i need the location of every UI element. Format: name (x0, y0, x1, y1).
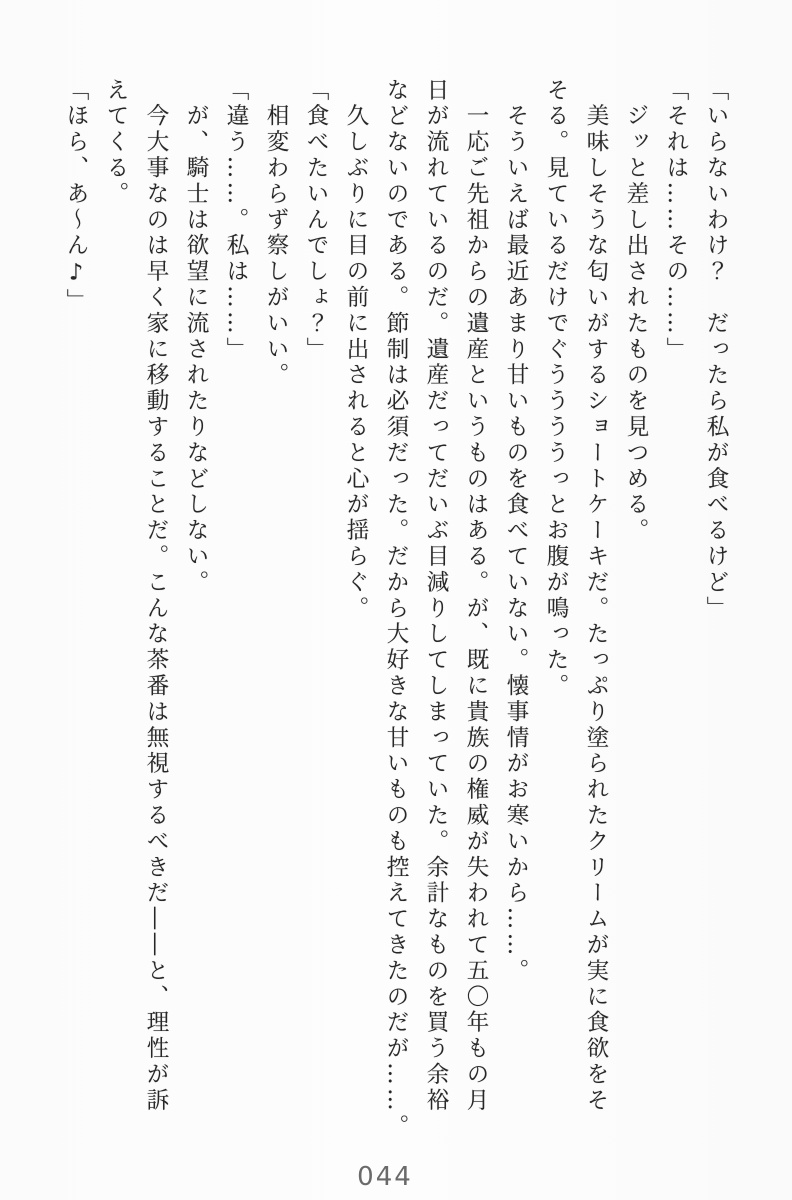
text-line: 今大事なのは早く家に移動することだ。こんな茶番は無視するべきだ――と、理性が訴 (143, 78, 169, 1114)
text-line: 「違う……。私は……」 (223, 78, 249, 363)
text-line: などないのである。節制は必須だった。だから大好きな甘いものも控えてきたのだが……。 (383, 78, 409, 1140)
text-line: 一応ご先祖からの遺産というものはある。が、既に貴族の権威が失われて五〇年もの月 (463, 78, 489, 1114)
text-line: 相変わらず察しがいい。 (263, 78, 289, 389)
text-line: が、騎士は欲望に流されたりなどしない。 (183, 78, 209, 596)
text-line: 久しぶりに目の前に出されると心が揺らぐ。 (343, 78, 369, 622)
text-line: 「食べたいんでしょ？」 (303, 78, 329, 363)
text-line: そういえば最近あまり甘いものを食べていない。懐事情がお寒いから……。 (503, 78, 529, 985)
text-line: ジッと差し出されたものを見つめる。 (623, 78, 649, 545)
page-text (56, 78, 736, 1140)
text-line: 日が流れているのだ。遺産だってだいぶ目減りしてしまっていた。余計なものを買う余裕 (423, 78, 449, 1114)
text-line: 「ほら、あ〜ん♪」 (63, 78, 89, 315)
text-line: えてくる。 (103, 78, 129, 208)
text-line: 「いらないわけ？ だったら私が食べるけど」 (703, 78, 729, 622)
text-line: 美味しそうな匂いがするショートケーキだ。たっぷり塗られたクリームが実に食欲をそ (583, 78, 609, 1114)
text-line: そる。見ているだけでぐううううっとお腹が鳴った。 (543, 78, 569, 700)
text-line: 「それは……その……」 (663, 78, 689, 363)
page-number: 044 (357, 1162, 413, 1192)
